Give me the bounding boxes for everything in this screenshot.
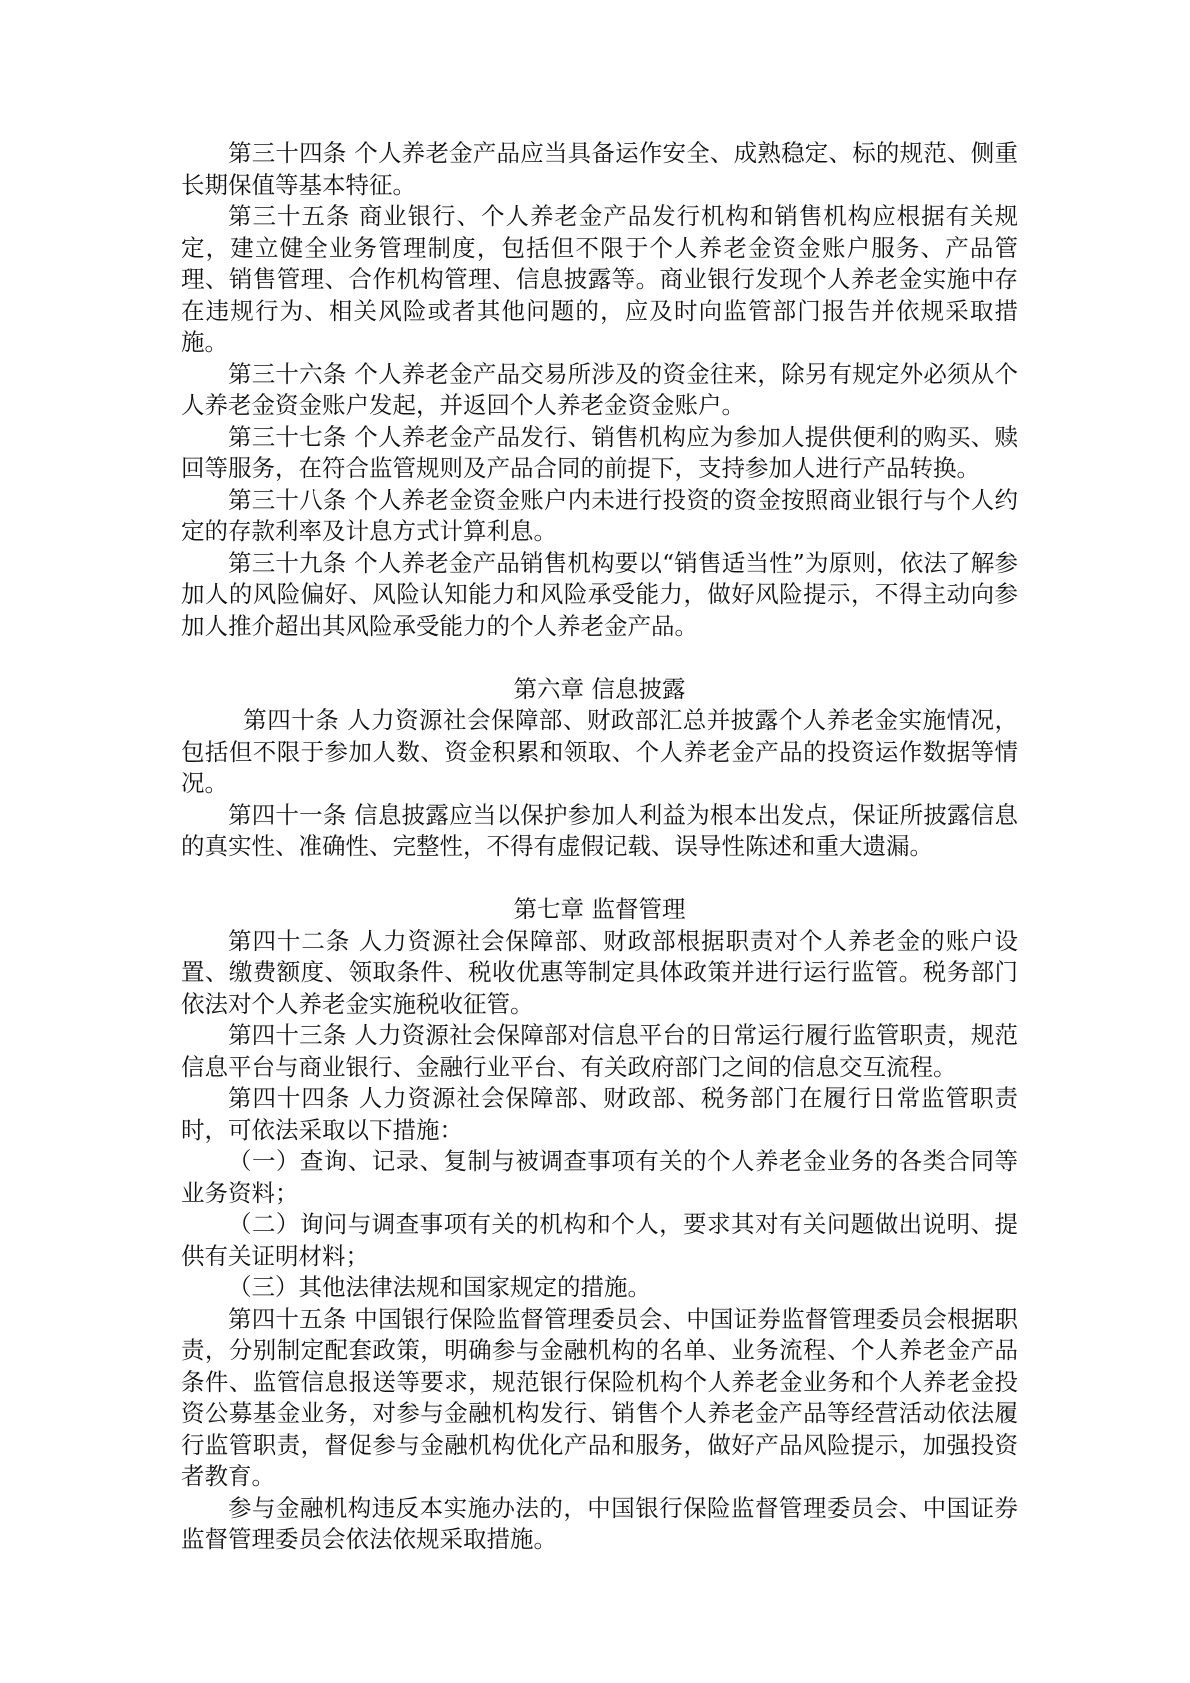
article-36: 第三十六条 个人养老金产品交易所涉及的资金往来，除另有规定外必须从个人养老金资金账户发起，并返回个人养老金资金账户。 <box>181 359 1018 419</box>
article-42: 第四十二条 人力资源社会保障部、财政部根据职责对个人养老金的账户设置、缴费额度、领取条件、税收优惠等制定具体政策并进行运行监管。税务部门依法对个人养老金实施税收征管。 <box>181 926 1018 1018</box>
article-37: 第三十七条 个人养老金产品发行、销售机构应为参加人提供便利的购买、赎回等服务，在符合监管规则及产品合同的前提下，支持参加人进行产品转换。 <box>181 422 1018 482</box>
article-34: 第三十四条 个人养老金产品应当具备运作安全、成熟稳定、标的规范、侧重长期保值等基本特征。 <box>181 139 1018 199</box>
article-45: 第四十五条 中国银行保险监督管理委员会、中国证券监督管理委员会根据职责，分别制定配套政策，明确参与金融机构的名单、业务流程、个人养老金产品条件、监管信息报送等要求，规范银行保险机构个人养老金业务和个人养老金投资公募基金业务，对参与金融机构发行、销售个人养老金产品等经营活动依法履行监管职责，督促参与金融机构优化产品和服务，做好产品风险提示，加强投资者教育。 <box>181 1304 1018 1490</box>
section-gap <box>181 642 1018 674</box>
chapter-6-title: 第六章 信息披露 <box>513 674 686 703</box>
section-gap <box>181 863 1018 895</box>
article-45-supplement: 参与金融机构违反本实施办法的，中国银行保险监督管理委员会、中国证券监督管理委员会依法依规采取措施。 <box>181 1493 1018 1553</box>
article-44: 第四十四条 人力资源社会保障部、财政部、税务部门在履行日常监管职责时，可依法采取以下措施： <box>181 1084 1018 1144</box>
article-43: 第四十三条 人力资源社会保障部对信息平台的日常运行履行监管职责，规范信息平台与商业银行、金融行业平台、有关政府部门之间的信息交互流程。 <box>181 1021 1018 1081</box>
article-41: 第四十一条 信息披露应当以保护参加人利益为根本出发点，保证所披露信息的真实性、准确性、完整性，不得有虚假记载、误导性陈述和重大遗漏。 <box>181 800 1018 860</box>
article-44-item-1: （一）查询、记录、复制与被调查事项有关的个人养老金业务的各类合同等业务资料； <box>181 1147 1018 1207</box>
article-40: 第四十条 人力资源社会保障部、财政部汇总并披露个人养老金实施情况，包括但不限于参加人数、资金积累和领取、个人养老金产品的投资运作数据等情况。 <box>181 706 1018 797</box>
article-35: 第三十五条 商业银行、个人养老金产品发行机构和销售机构应根据有关规定，建立健全业务管理制度，包括但不限于个人养老金资金账户服务、产品管理、销售管理、合作机构管理、信息披露等。商业银行发现个人养老金实施中存在违规行为、相关风险或者其他问题的，应及时向监管部门报告并依规采取措施。 <box>181 202 1018 356</box>
chapter-7-title: 第七章 监督管理 <box>513 895 686 923</box>
article-38: 第三十八条 个人养老金资金账户内未进行投资的资金按照商业银行与个人约定的存款利率及计息方式计算利息。 <box>181 485 1018 545</box>
article-39: 第三十九条 个人养老金产品销售机构要以“销售适当性”为原则，依法了解参加人的风险偏好、风险认知能力和风险承受能力，做好风险提示，不得主动向参加人推介超出其风险承受能力的个人养老金产品。 <box>181 548 1018 640</box>
article-44-item-3: （三）其他法律法规和国家规定的措施。 <box>228 1273 651 1301</box>
document-page <box>181 138 1018 1556</box>
article-44-item-2: （二）询问与调查事项有关的机构和个人，要求其对有关问题做出说明、提供有关证明材料； <box>181 1210 1018 1270</box>
